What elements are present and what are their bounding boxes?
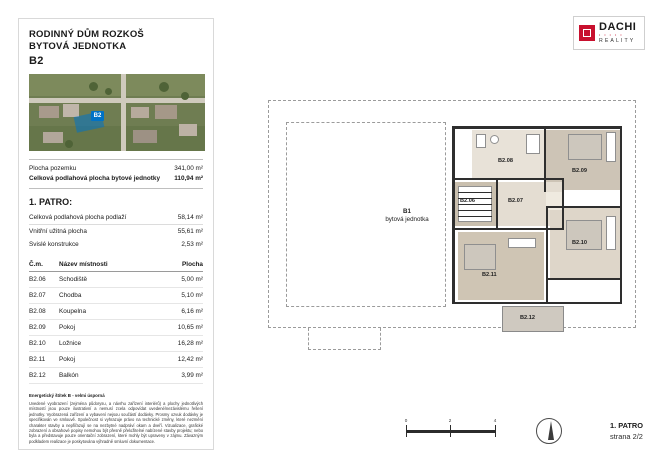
room-label-b208: B2.08 (498, 158, 513, 164)
scale-tick-1: 2 (448, 418, 452, 423)
room-label-b206: B2.06 (460, 198, 475, 204)
table-row (29, 272, 203, 288)
compass-needle-icon (548, 421, 554, 440)
footer-page: strana 2/2 (610, 432, 643, 441)
compass-icon (536, 418, 562, 444)
neighbour-unit-code: B1 (403, 208, 411, 215)
room-label-b211: B2.11 (482, 272, 497, 278)
summary-value-total: 110,94 m² (174, 175, 203, 182)
scale-bar (404, 418, 497, 438)
scale-bar-line (406, 430, 496, 433)
room-area: 5,10 m² (154, 288, 203, 304)
room-area: 3,99 m² (154, 368, 203, 384)
room-code: B2.12 (29, 368, 59, 384)
room-label-b207: B2.07 (508, 198, 523, 204)
bathroom-fixture-2 (490, 135, 499, 144)
room-name: Chodba (59, 288, 154, 304)
room-name: Pokoj (59, 320, 154, 336)
logo-name: DACHI (599, 20, 637, 33)
logo-subtitle: REALITY (599, 38, 636, 45)
bed-b211 (464, 244, 496, 270)
table-header-row (29, 259, 203, 272)
desk-b211 (508, 238, 536, 248)
bathroom-fixture-3 (526, 134, 540, 154)
room-code: B2.08 (29, 304, 59, 320)
floor-stat-value-1: 58,14 m² (177, 214, 203, 221)
floor-stat-label-2: Vnitřní užitná plocha (29, 228, 87, 235)
room-area: 10,65 m² (154, 320, 203, 336)
room-area: 16,28 m² (154, 336, 203, 352)
summary-block (29, 159, 203, 189)
neighbour-unit-label (352, 208, 462, 224)
room-name: Pokoj (59, 352, 154, 368)
summary-value-plot: 341,00 m² (174, 165, 203, 172)
plot-marker: B2 (91, 111, 104, 121)
floor-stat-row-3 (29, 238, 203, 251)
room-name: Ložnice (59, 336, 154, 352)
logo-dots: • • • • • (599, 32, 624, 37)
header-area: Plocha (154, 259, 203, 272)
title-line-2: BYTOVÁ JEDNOTKA (29, 40, 127, 52)
room-name: Koupelna (59, 304, 154, 320)
energy-label: Energetický štítek B - velmi úsporná (29, 393, 105, 398)
room-code: B2.06 (29, 272, 59, 288)
floor-stat-value-2: 55,61 m² (177, 228, 203, 235)
footer-floor: 1. PATRO (610, 421, 643, 430)
bathroom-fixture-1 (476, 134, 486, 148)
room-area: 6,16 m² (154, 304, 203, 320)
wardrobe-b210 (606, 216, 616, 250)
page-title (29, 29, 203, 52)
rooms-table (29, 259, 203, 384)
floor-stat-label-3: Svislé konstrukce (29, 241, 79, 248)
room-code: B2.09 (29, 320, 59, 336)
summary-row-total (29, 174, 203, 184)
footer (610, 420, 643, 442)
room-area: 12,42 m² (154, 352, 203, 368)
floor-stat-row-2 (29, 225, 203, 238)
table-row (29, 320, 203, 336)
room-label-b209: B2.09 (572, 168, 587, 174)
room-label-b210: B2.10 (572, 240, 587, 246)
summary-label-total: Celková podlahová plocha bytové jednotky (29, 175, 161, 182)
table-row (29, 336, 203, 352)
neighbour-unit-desc: bytová jednotka (385, 216, 429, 223)
room-name: Schodiště (59, 272, 154, 288)
info-panel (18, 18, 214, 450)
floor-plan (268, 100, 636, 350)
header-name: Název místnosti (59, 259, 154, 272)
room-code: B2.10 (29, 336, 59, 352)
scale-tick-0: 0 (404, 418, 408, 423)
room-code: B2.11 (29, 352, 59, 368)
plot-boundary-notch (308, 328, 381, 350)
header-code: Č.m. (29, 259, 59, 272)
table-row (29, 288, 203, 304)
floor-stat-row-1 (29, 211, 203, 224)
disclaimer-text: Uvedené vyobrazení (zejména půdorysu, a návrhu zařízení interiérů) a plochy jednotlivých místností jsou pouze ilustrativní a nemusí zcela odpovídat uvedené/nezávislému řešení jednotky. Vyobrazená zařízení a vybavení nejsou součástí dodávky. Prosmy ozvuk dodávky je specifikován ve smlouvě. Společnost si vyhrazuje právo na technické změny, které nezmění charakter stavby a nepřiřazují se na nezbytné nadpráví okam a dveří. Vizualizace, grafické zobrazení a obsahové popisy nemohou být přesně přeložitelné nabízené stavby projektu; nebo byla a představuje pouze orientační zobrazení, které mohly být upraveny v zájmu. Závazným podkladem realizace je poskytována výhradně smluvní dokumentace. (29, 401, 203, 444)
floor-stats (29, 211, 203, 251)
floor-stat-value-3: 2,53 m² (181, 241, 203, 248)
logo-mark-icon (579, 25, 595, 41)
room-code: B2.07 (29, 288, 59, 304)
room-area: 5,00 m² (154, 272, 203, 288)
room-name: Balkón (59, 368, 154, 384)
unit-code: B2 (29, 55, 44, 67)
summary-row-plot (29, 164, 203, 174)
brand-logo (573, 16, 645, 50)
table-row (29, 368, 203, 384)
bed-b209 (568, 134, 602, 160)
aerial-photo (29, 74, 205, 151)
floor-stat-label-1: Celková podlahová plocha podlaží (29, 214, 127, 221)
summary-label-plot: Plocha pozemku (29, 165, 77, 172)
table-row (29, 352, 203, 368)
title-line-1: RODINNÝ DŮM ROZKOŠ (29, 29, 144, 40)
room-label-b212: B2.12 (520, 315, 535, 321)
building-footprint (450, 112, 622, 322)
scale-tick-2: 4 (493, 418, 497, 423)
wardrobe-b209 (606, 132, 616, 162)
table-row (29, 304, 203, 320)
floor-heading: 1. PATRO: (29, 197, 73, 207)
